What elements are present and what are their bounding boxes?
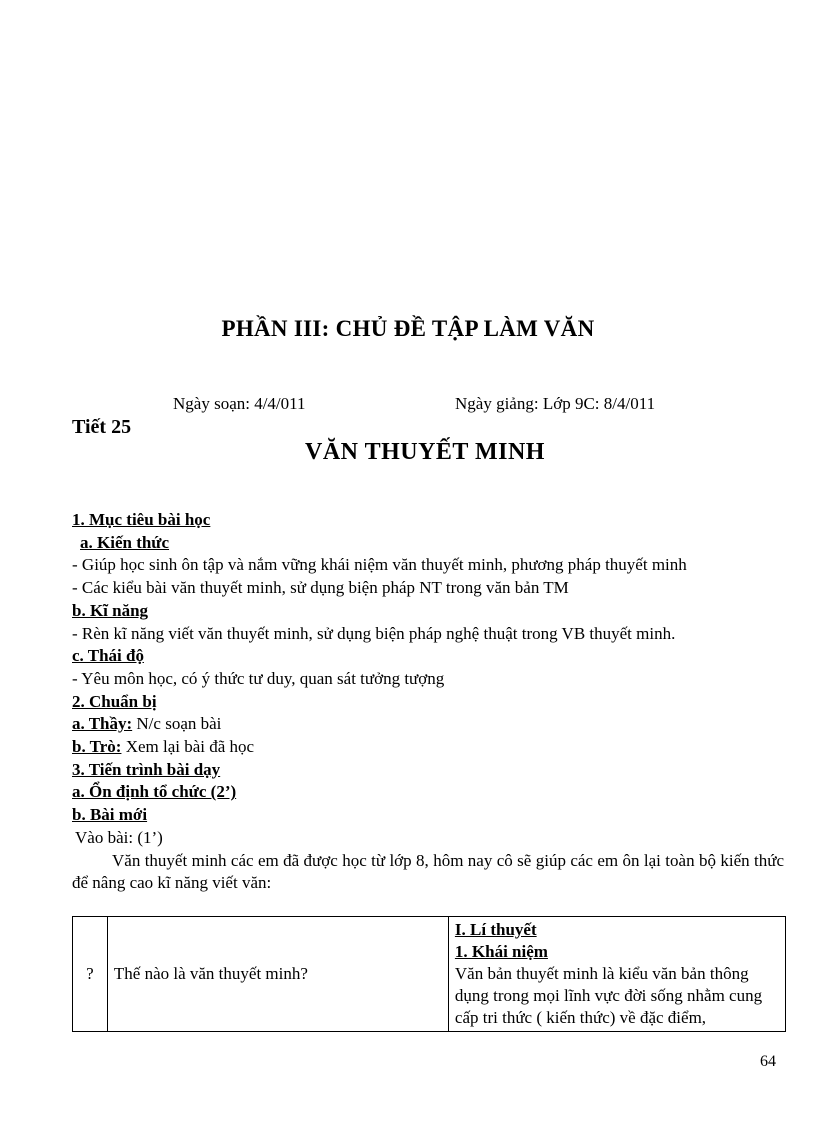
- lesson-title: VĂN THUYẾT MINH: [305, 439, 545, 465]
- lesson-number: Tiết 25: [72, 416, 132, 438]
- heading-stabilize: a. Ổn định tổ chức (2’): [72, 782, 237, 802]
- knowledge-item: - Các kiểu bài văn thuyết minh, sử dụng biện pháp NT trong văn bản TM: [72, 578, 569, 598]
- student-text: Xem lại bài đã học: [121, 737, 255, 757]
- teacher-label: a. Thầy:: [72, 714, 133, 734]
- heading-new-lesson: b. Bài mới: [72, 805, 148, 825]
- theory-heading: I. Lí thuyết: [454, 920, 537, 939]
- question-cell: Thế nào là văn thuyết minh?: [107, 917, 448, 1032]
- question-marker: ?: [73, 917, 108, 1032]
- knowledge-item: - Giúp học sinh ôn tập và nắm vững khái niệm văn thuyết minh, phương pháp thuyết minh: [72, 555, 687, 575]
- intro-paragraph: Văn thuyết minh các em đã được học từ lớp 8, hôm nay cô sẽ giúp các em ôn lại toàn bộ kiến thức để nâng cao kĩ năng viết văn:: [72, 850, 784, 893]
- heading-process: 3. Tiến trình bài dạy: [72, 759, 221, 779]
- concept-heading: 1. Khái niệm: [454, 942, 548, 961]
- intro-label: Vào bài: (1’): [75, 827, 163, 847]
- part-title: PHẦN III: CHỦ ĐỀ TẬP LÀM VĂN: [221, 316, 595, 341]
- skills-item: - Rèn kĩ năng viết văn thuyết minh, sử dụng biện pháp nghệ thuật trong VB thuyết minh.: [72, 623, 676, 643]
- answer-cell: [448, 917, 785, 1032]
- teacher-text: N/c soạn bài: [132, 714, 222, 734]
- concept-answer: Văn bản thuyết minh là kiểu văn bản thông dụng trong mọi lĩnh vực đời sống nhằm cung cấp tri thức ( kiến thức) về đặc điểm,: [454, 964, 763, 1027]
- date-prepared: Ngày soạn: 4/4/011: [173, 394, 306, 413]
- heading-skills: b. Kĩ năng: [72, 600, 149, 620]
- date-taught: Ngày giảng: Lớp 9C: 8/4/011: [455, 394, 656, 413]
- heading-preparation: 2. Chuẩn bị: [72, 691, 157, 711]
- student-label: b. Trò:: [72, 737, 122, 757]
- page-number: 64: [760, 1053, 776, 1070]
- table-row: [73, 917, 786, 1032]
- attitude-item: - Yêu môn học, có ý thức tư duy, quan sát tưởng tượng: [72, 668, 445, 688]
- heading-attitude: c. Thái độ: [72, 646, 144, 666]
- student-line: [72, 736, 784, 759]
- heading-knowledge: a. Kiến thức: [80, 532, 170, 552]
- lesson-body: [72, 509, 784, 895]
- lesson-table: [72, 916, 786, 1032]
- teacher-line: [72, 713, 784, 736]
- heading-objectives: 1. Mục tiêu bài học: [72, 510, 211, 529]
